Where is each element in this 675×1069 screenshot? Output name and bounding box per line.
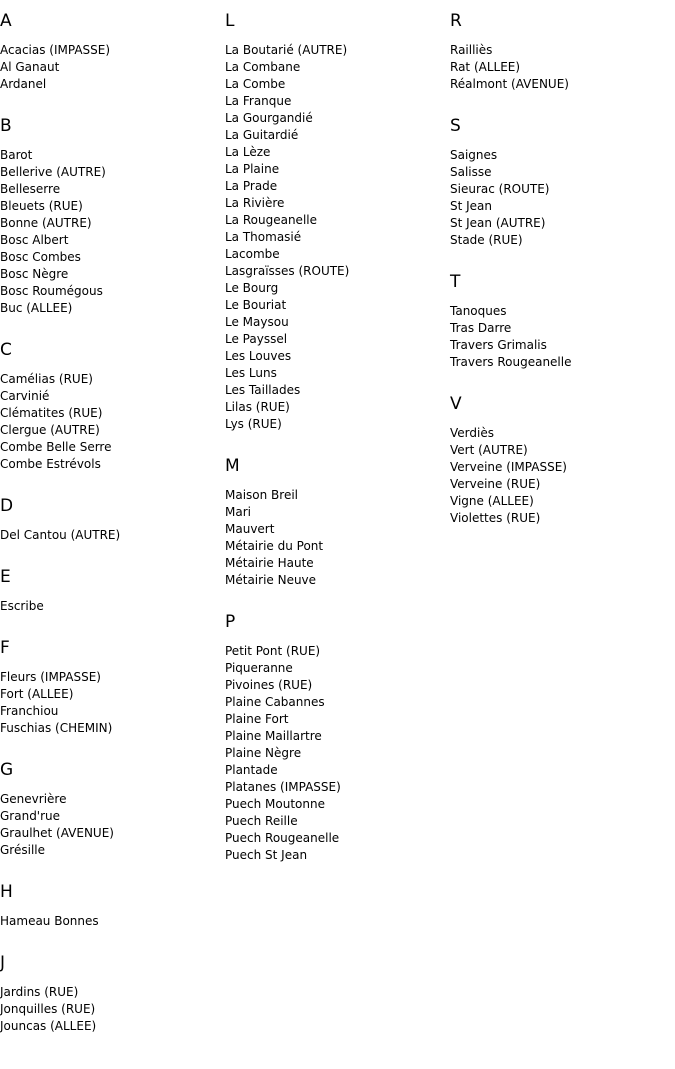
street-link-la-plaine[interactable]: La Plaine — [225, 162, 280, 176]
street-list — [0, 147, 225, 317]
list-item — [450, 442, 675, 459]
list-item — [450, 147, 675, 164]
street-link-ardanel[interactable]: Ardanel — [0, 77, 47, 91]
street-link-lacombe[interactable]: Lacombe — [225, 247, 280, 261]
street-link-lys-rue[interactable]: Lys (RUE) — [225, 417, 282, 431]
letter-section-v — [450, 394, 675, 527]
street-link-grand-rue[interactable]: Grand'rue — [0, 809, 61, 823]
street-link-violettes-rue[interactable]: Violettes (RUE) — [450, 511, 541, 525]
street-link-raillies[interactable]: Railliès — [450, 43, 493, 57]
street-link-tanoques[interactable]: Tanoques — [450, 304, 507, 318]
street-link-lasgraisses-route[interactable]: Lasgraïsses (ROUTE) — [225, 264, 350, 278]
list-item — [225, 830, 450, 847]
list-item — [0, 527, 225, 544]
list-item — [0, 598, 225, 615]
list-item — [0, 669, 225, 686]
street-link-rat-allee[interactable]: Rat (ALLEE) — [450, 60, 521, 74]
street-link-jardins-rue[interactable]: Jardins (RUE) — [0, 985, 79, 999]
letter-heading: D — [0, 496, 14, 516]
street-list — [0, 42, 225, 93]
street-link-la-riviere[interactable]: La Rivière — [225, 196, 285, 210]
street-link-le-payssel[interactable]: Le Payssel — [225, 332, 288, 346]
letter-heading: L — [225, 11, 235, 31]
street-link-vigne-allee[interactable]: Vigne (ALLEE) — [450, 494, 534, 508]
list-item — [450, 354, 675, 371]
list-item — [0, 249, 225, 266]
index-column — [225, 11, 450, 887]
street-link-le-bourg[interactable]: Le Bourg — [225, 281, 279, 295]
letter-section-l — [225, 11, 450, 433]
list-item — [225, 728, 450, 745]
list-item — [225, 677, 450, 694]
street-link-bosc-roumegous[interactable]: Bosc Roumégous — [0, 284, 103, 298]
list-item — [225, 487, 450, 504]
list-item — [225, 813, 450, 830]
street-link-la-prade[interactable]: La Prade — [225, 179, 278, 193]
street-link-bosc-combes[interactable]: Bosc Combes — [0, 250, 81, 264]
letter-heading: T — [450, 272, 461, 292]
street-link-verdies[interactable]: Verdiès — [450, 426, 494, 440]
list-item — [225, 331, 450, 348]
list-item — [225, 572, 450, 589]
street-link-metairie-haute[interactable]: Métairie Haute — [225, 556, 314, 570]
street-link-combe-estrevols[interactable]: Combe Estrévols — [0, 457, 101, 471]
list-item — [225, 555, 450, 572]
list-item — [225, 93, 450, 110]
list-item — [0, 808, 225, 825]
list-item — [450, 164, 675, 181]
street-link-plaine-maillartre[interactable]: Plaine Maillartre — [225, 729, 322, 743]
list-item — [0, 791, 225, 808]
street-link-la-rougeanelle[interactable]: La Rougeanelle — [225, 213, 317, 227]
list-item — [0, 1018, 225, 1035]
list-item — [0, 232, 225, 249]
street-link-st-jean-autre[interactable]: St Jean (AUTRE) — [450, 216, 546, 230]
list-item — [0, 825, 225, 842]
letter-section-s — [450, 116, 675, 249]
street-link-puech-reille[interactable]: Puech Reille — [225, 814, 298, 828]
list-item — [225, 399, 450, 416]
letter-heading: F — [0, 638, 10, 658]
list-item — [225, 127, 450, 144]
list-item — [225, 643, 450, 660]
street-link-clematites-rue[interactable]: Clématites (RUE) — [0, 406, 103, 420]
list-item — [0, 984, 225, 1001]
letter-heading: A — [0, 11, 12, 31]
street-link-les-taillades[interactable]: Les Taillades — [225, 383, 301, 397]
letter-section-d — [0, 496, 225, 544]
list-item — [225, 504, 450, 521]
street-list — [450, 303, 675, 371]
street-link-la-thomasie[interactable]: La Thomasié — [225, 230, 302, 244]
list-item — [0, 703, 225, 720]
list-item — [0, 76, 225, 93]
letter-heading: H — [0, 882, 13, 902]
street-link-vert-autre[interactable]: Vert (AUTRE) — [450, 443, 528, 457]
letter-section-c — [0, 340, 225, 473]
street-link-le-bouriat[interactable]: Le Bouriat — [225, 298, 287, 312]
letter-section-j — [0, 953, 225, 1035]
list-item — [0, 913, 225, 930]
street-link-puech-rougeanelle[interactable]: Puech Rougeanelle — [225, 831, 340, 845]
street-link-tras-darre[interactable]: Tras Darre — [450, 321, 512, 335]
list-item — [225, 178, 450, 195]
list-item — [225, 314, 450, 331]
street-link-les-louves[interactable]: Les Louves — [225, 349, 292, 363]
list-item — [450, 303, 675, 320]
street-list — [0, 791, 225, 859]
list-item — [225, 796, 450, 813]
street-link-jonquilles-rue[interactable]: Jonquilles (RUE) — [0, 1002, 96, 1016]
list-item — [225, 76, 450, 93]
street-link-fort-allee[interactable]: Fort (ALLEE) — [0, 687, 74, 701]
letter-heading: C — [0, 340, 12, 360]
list-item — [450, 337, 675, 354]
list-item — [0, 422, 225, 439]
list-item — [225, 42, 450, 59]
list-item — [0, 1001, 225, 1018]
street-link-le-maysou[interactable]: Le Maysou — [225, 315, 289, 329]
list-item — [225, 711, 450, 728]
street-link-la-combe[interactable]: La Combe — [225, 77, 286, 91]
street-list — [225, 643, 450, 864]
street-list — [0, 598, 225, 615]
letter-heading: M — [225, 456, 240, 476]
street-list — [0, 371, 225, 473]
list-item — [225, 694, 450, 711]
street-link-pivoines-rue[interactable]: Pivoines (RUE) — [225, 678, 313, 692]
street-list — [0, 527, 225, 544]
list-item — [450, 76, 675, 93]
list-item — [450, 181, 675, 198]
list-item — [450, 510, 675, 527]
street-link-camelias-rue[interactable]: Camélias (RUE) — [0, 372, 93, 386]
street-link-franchiou[interactable]: Franchiou — [0, 704, 59, 718]
letter-section-m — [225, 456, 450, 589]
list-item — [450, 476, 675, 493]
list-item — [225, 538, 450, 555]
list-item — [450, 320, 675, 337]
street-link-mari[interactable]: Mari — [225, 505, 251, 519]
street-link-carvinie[interactable]: Carvinié — [0, 389, 50, 403]
letter-heading: B — [0, 116, 12, 136]
street-link-clergue-autre[interactable]: Clergue (AUTRE) — [0, 423, 100, 437]
street-link-stade-rue[interactable]: Stade (RUE) — [450, 233, 523, 247]
list-item — [225, 144, 450, 161]
street-link-metairie-neuve[interactable]: Métairie Neuve — [225, 573, 317, 587]
list-item — [0, 181, 225, 198]
letter-heading: P — [225, 612, 236, 632]
street-list — [225, 42, 450, 433]
list-item — [225, 59, 450, 76]
street-link-les-luns[interactable]: Les Luns — [225, 366, 277, 380]
street-link-genevriere[interactable]: Genevrière — [0, 792, 67, 806]
index-column — [0, 11, 225, 1058]
list-item — [225, 280, 450, 297]
list-item — [225, 745, 450, 762]
street-link-graulhet-avenue[interactable]: Graulhet (AVENUE) — [0, 826, 114, 840]
index-column — [450, 11, 675, 550]
list-item — [0, 371, 225, 388]
street-link-st-jean[interactable]: St Jean — [450, 199, 493, 213]
street-list — [450, 42, 675, 93]
list-item — [225, 263, 450, 280]
list-item — [225, 416, 450, 433]
street-link-travers-rougeanelle[interactable]: Travers Rougeanelle — [450, 355, 572, 369]
street-link-gresille[interactable]: Grésille — [0, 843, 45, 857]
street-link-platanes-impasse[interactable]: Platanes (IMPASSE) — [225, 780, 341, 794]
street-link-saignes[interactable]: Saignes — [450, 148, 498, 162]
list-item — [0, 147, 225, 164]
list-item — [450, 42, 675, 59]
street-link-barot[interactable]: Barot — [0, 148, 33, 162]
list-item — [225, 382, 450, 399]
letter-heading: R — [450, 11, 462, 31]
list-item — [225, 779, 450, 796]
street-link-metairie-du-pont[interactable]: Métairie du Pont — [225, 539, 324, 553]
list-item — [225, 847, 450, 864]
street-link-realmont-avenue[interactable]: Réalmont (AVENUE) — [450, 77, 569, 91]
street-link-la-boutarie-autre[interactable]: La Boutarié (AUTRE) — [225, 43, 348, 57]
list-item — [225, 229, 450, 246]
list-item — [225, 762, 450, 779]
list-item — [0, 283, 225, 300]
street-link-petit-pont-rue[interactable]: Petit Pont (RUE) — [225, 644, 321, 658]
list-item — [0, 686, 225, 703]
letter-heading: V — [450, 394, 462, 414]
list-item — [225, 195, 450, 212]
street-link-verveine-impasse[interactable]: Verveine (IMPASSE) — [450, 460, 567, 474]
list-item — [0, 405, 225, 422]
list-item — [450, 198, 675, 215]
street-link-del-cantou-autre[interactable]: Del Cantou (AUTRE) — [0, 528, 121, 542]
street-link-hameau-bonnes[interactable]: Hameau Bonnes — [0, 914, 99, 928]
street-link-bleuets-rue[interactable]: Bleuets (RUE) — [0, 199, 83, 213]
list-item — [225, 246, 450, 263]
letter-section-g — [0, 760, 225, 859]
list-item — [0, 456, 225, 473]
list-item — [0, 59, 225, 76]
list-item — [0, 266, 225, 283]
street-link-la-gourgandie[interactable]: La Gourgandié — [225, 111, 313, 125]
street-link-plaine-cabannes[interactable]: Plaine Cabannes — [225, 695, 325, 709]
street-link-plaine-fort[interactable]: Plaine Fort — [225, 712, 289, 726]
list-item — [225, 297, 450, 314]
street-list — [0, 913, 225, 930]
street-link-travers-grimalis[interactable]: Travers Grimalis — [450, 338, 547, 352]
list-item — [450, 425, 675, 442]
list-item — [0, 300, 225, 317]
street-link-la-guitardie[interactable]: La Guitardié — [225, 128, 299, 142]
list-item — [225, 521, 450, 538]
street-link-puech-moutonne[interactable]: Puech Moutonne — [225, 797, 325, 811]
street-link-bosc-negre[interactable]: Bosc Nègre — [0, 267, 69, 281]
list-item — [450, 232, 675, 249]
list-item — [0, 164, 225, 181]
street-link-bonne-autre[interactable]: Bonne (AUTRE) — [0, 216, 92, 230]
street-link-fuschias-chemin[interactable]: Fuschias (CHEMIN) — [0, 721, 113, 735]
street-link-acacias-impasse[interactable]: Acacias (IMPASSE) — [0, 43, 111, 57]
list-item — [0, 439, 225, 456]
street-link-plaine-negre[interactable]: Plaine Nègre — [225, 746, 302, 760]
list-item — [0, 42, 225, 59]
list-item — [225, 161, 450, 178]
street-link-la-combane[interactable]: La Combane — [225, 60, 301, 74]
list-item — [225, 110, 450, 127]
letter-section-h — [0, 882, 225, 930]
list-item — [225, 660, 450, 677]
list-item — [225, 348, 450, 365]
street-link-mauvert[interactable]: Mauvert — [225, 522, 275, 536]
list-item — [450, 493, 675, 510]
list-item — [0, 842, 225, 859]
street-link-plantade[interactable]: Plantade — [225, 763, 278, 777]
list-item — [0, 720, 225, 737]
street-link-puech-st-jean[interactable]: Puech St Jean — [225, 848, 308, 862]
street-link-jouncas-allee[interactable]: Jouncas (ALLEE) — [0, 1019, 97, 1033]
list-item — [450, 459, 675, 476]
street-link-la-franque[interactable]: La Franque — [225, 94, 292, 108]
street-list — [450, 425, 675, 527]
street-link-lilas-rue[interactable]: Lilas (RUE) — [225, 400, 290, 414]
street-list — [450, 147, 675, 249]
letter-heading: J — [0, 953, 6, 973]
list-item — [0, 215, 225, 232]
street-link-maison-breil[interactable]: Maison Breil — [225, 488, 299, 502]
street-link-bellerive-autre[interactable]: Bellerive (AUTRE) — [0, 165, 106, 179]
street-list — [0, 669, 225, 737]
list-item — [0, 388, 225, 405]
street-list — [225, 487, 450, 589]
letter-heading: S — [450, 116, 461, 136]
street-link-verveine-rue[interactable]: Verveine (RUE) — [450, 477, 541, 491]
list-item — [450, 59, 675, 76]
list-item — [450, 215, 675, 232]
letter-section-f — [0, 638, 225, 737]
street-link-piqueranne[interactable]: Piqueranne — [225, 661, 293, 675]
letter-heading: E — [0, 567, 11, 587]
street-link-fleurs-impasse[interactable]: Fleurs (IMPASSE) — [0, 670, 101, 684]
street-link-belleserre[interactable]: Belleserre — [0, 182, 61, 196]
letter-section-a — [0, 11, 225, 93]
list-item — [0, 198, 225, 215]
list-item — [225, 365, 450, 382]
letter-section-e — [0, 567, 225, 615]
street-link-la-leze[interactable]: La Lèze — [225, 145, 271, 159]
street-list — [0, 984, 225, 1035]
street-link-escribe[interactable]: Escribe — [0, 599, 44, 613]
letter-section-t — [450, 272, 675, 371]
letter-heading: G — [0, 760, 14, 780]
list-item — [225, 212, 450, 229]
street-link-buc-allee[interactable]: Buc (ALLEE) — [0, 301, 73, 315]
street-link-salisse[interactable]: Salisse — [450, 165, 492, 179]
street-link-al-ganaut[interactable]: Al Ganaut — [0, 60, 60, 74]
street-link-combe-belle-serre[interactable]: Combe Belle Serre — [0, 440, 112, 454]
letter-section-b — [0, 116, 225, 317]
letter-section-r — [450, 11, 675, 93]
letter-section-p — [225, 612, 450, 864]
street-link-sieurac-route[interactable]: Sieurac (ROUTE) — [450, 182, 550, 196]
street-link-bosc-albert[interactable]: Bosc Albert — [0, 233, 69, 247]
